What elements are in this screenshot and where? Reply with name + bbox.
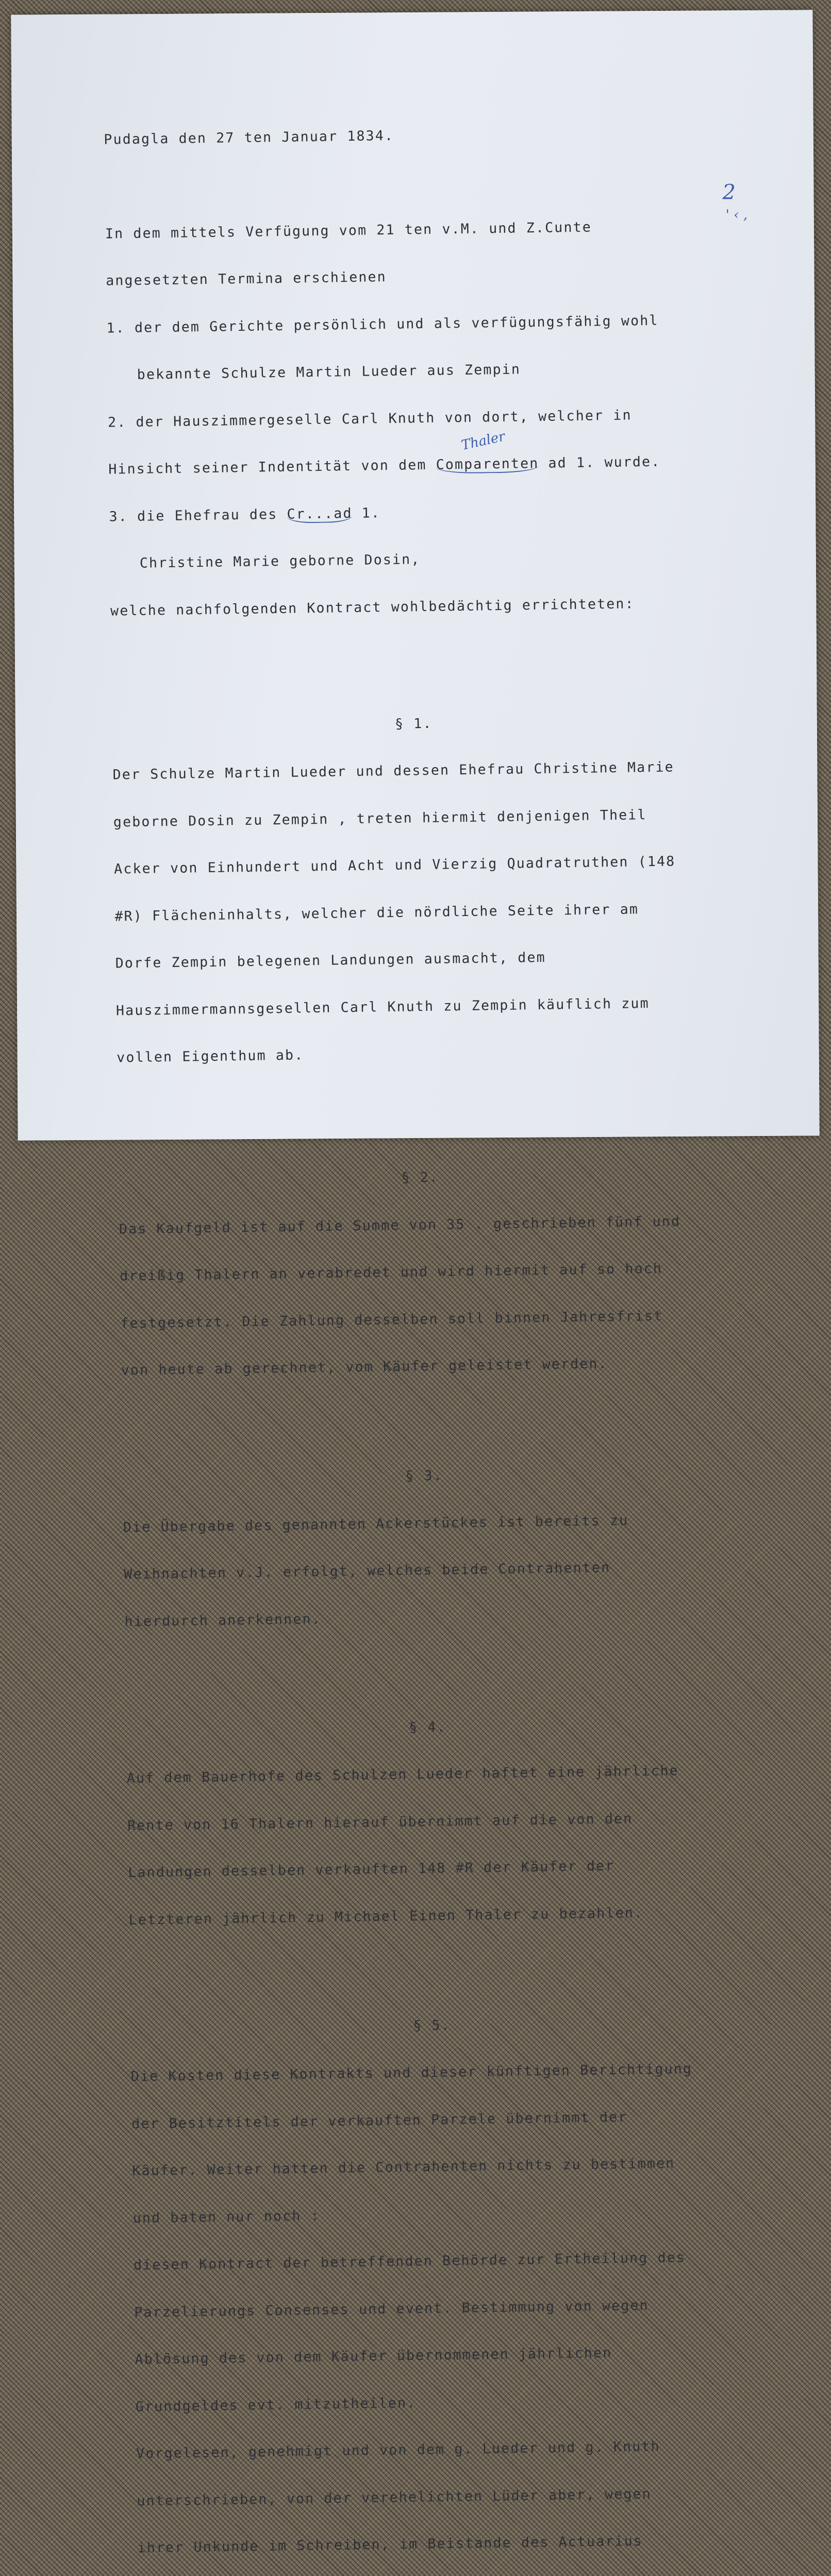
- section-line: festgesetzt. Die Zahlung desselben soll binnen Jahresfrist: [120, 1308, 663, 1331]
- underlined-word: Cr...ad: [287, 505, 353, 522]
- section-line: der Besitztitels der verkauften Parzele übernimmt der: [131, 2109, 628, 2132]
- section-line: Vorgelesen, genehmigt und von dem g. Lueder und g. Knuth: [136, 2438, 660, 2462]
- section-line: Ablösung des von dem Käufer übernommenen jährlichen: [135, 2345, 612, 2368]
- section-line: und baten nur noch :: [132, 2207, 321, 2226]
- intro-line: 2. der Hauszimmergeselle Carl Knuth von dort, welcher in: [107, 406, 632, 431]
- intro-line: angesetzten Termina erschienen: [106, 269, 387, 289]
- underlined-word: Comparenten: [436, 455, 539, 473]
- section-heading: § 1.: [394, 715, 433, 732]
- dateline: Pudagla den 27 ten Januar 1834.: [104, 127, 394, 148]
- section-line: Das Kaufgeld ist auf die Summe von 35 . geschrieben fünf und: [119, 1213, 681, 1237]
- paper-sheet: [11, 10, 819, 2556]
- section-line: diesen Kontract der betreffenden Behörde zur Ertheilung des: [133, 2249, 686, 2274]
- section-line: Hauszimmermannsgesellen Carl Knuth zu Zempin käuflich zum: [115, 995, 650, 1019]
- section-line: Käufer. Weiter hatten die Contrahenten nichts zu bestimmen: [132, 2155, 675, 2179]
- section-line: Landungen desselben verkauften 148 #R der Käufer der: [128, 1858, 615, 1881]
- section-line: geborne Dosin zu Zempin , treten hiermit denjenigen Theil: [113, 806, 647, 831]
- intro-line: Hinsicht seiner Indentität von dem Comparenten ad 1. wurde.: [108, 453, 661, 478]
- margin-number-annotation: 2: [722, 180, 736, 205]
- intro-line: In dem mittels Verfügung vom 21 ten v.M. und Z.Cunte: [105, 218, 592, 242]
- typed-document: [103, 92, 778, 2576]
- section-heading: § 5.: [413, 2017, 451, 2034]
- section-heading: § 3.: [405, 1467, 443, 1484]
- section-heading: § 4.: [408, 1719, 447, 1736]
- section-line: ihrer Unkunde im Schreiben, im Beistande des Actuarius: [137, 2533, 643, 2556]
- section-line: von heute ab gerechnet, vom Käufer geleistet werden.: [121, 1355, 608, 1379]
- section-line: Der Schulze Martin Lueder und dessen Ehefrau Christine Marie: [112, 759, 675, 783]
- section-line: Auf dem Bauerhofe des Schulzen Lueder haftet eine jährliche: [126, 1762, 679, 1787]
- intro-line: bekannte Schulze Martin Lueder aus Zempin: [137, 361, 521, 383]
- section-line: vollen Eigenthum ab.: [117, 1047, 304, 1066]
- section-heading: § 2.: [401, 1169, 439, 1186]
- intro-line: 1. der dem Gerichte persönlich und als verfügungsfähig wohl: [106, 312, 659, 336]
- intro-line: 3. die Ehefrau des Cr...ad 1.: [109, 504, 381, 525]
- section-line: Parzelierungs Consenses und event. Bestimmung von wegen: [134, 2297, 649, 2320]
- section-line: Dorfe Zempin belegenen Landungen ausmacht, dem: [115, 949, 546, 972]
- section-line: unterschrieben, von der verehelichten Lüder aber, wegen: [137, 2485, 652, 2509]
- section-line: dreißig Thalern an verabredet und wird hiermit auf so hoch: [120, 1260, 663, 1284]
- margin-mark-annotation: ' ‹ ,: [725, 207, 748, 223]
- section-line: Letzteren jährlich zu Michael Einen Thaler zu bezahlen.: [128, 1904, 644, 1928]
- section-line: hierdurch anerkennen.: [124, 1611, 322, 1630]
- section-line: Rente von 16 Thalern hierauf übernimmt auf die von den: [127, 1810, 633, 1834]
- section-line: Grundgeldes evt. mitzutheilen.: [135, 2395, 417, 2415]
- section-line: #R) Flächeninhalts, welcher die nördliche Seite ihrer am: [114, 901, 639, 925]
- intro-line: welche nachfolgenden Kontract wohlbedächtig errichteten:: [110, 595, 635, 619]
- section-line: Acker von Einhundert und Acht und Vierzig Quadratruthen (148: [113, 853, 676, 877]
- thaler-handwritten-note: Thaler: [460, 429, 507, 454]
- intro-line: Christine Marie geborne Dosin,: [139, 551, 421, 571]
- section-line: Die Kosten diese Kontrakts und dieser künftigen Berichtigung: [130, 2061, 693, 2085]
- section-line: Die Übergabe des genannten Ackerstückes ist bereits zu: [123, 1512, 629, 1535]
- section-line: Weihnachten v.J. erfolgt, welches beide Contrahenten: [124, 1560, 611, 1583]
